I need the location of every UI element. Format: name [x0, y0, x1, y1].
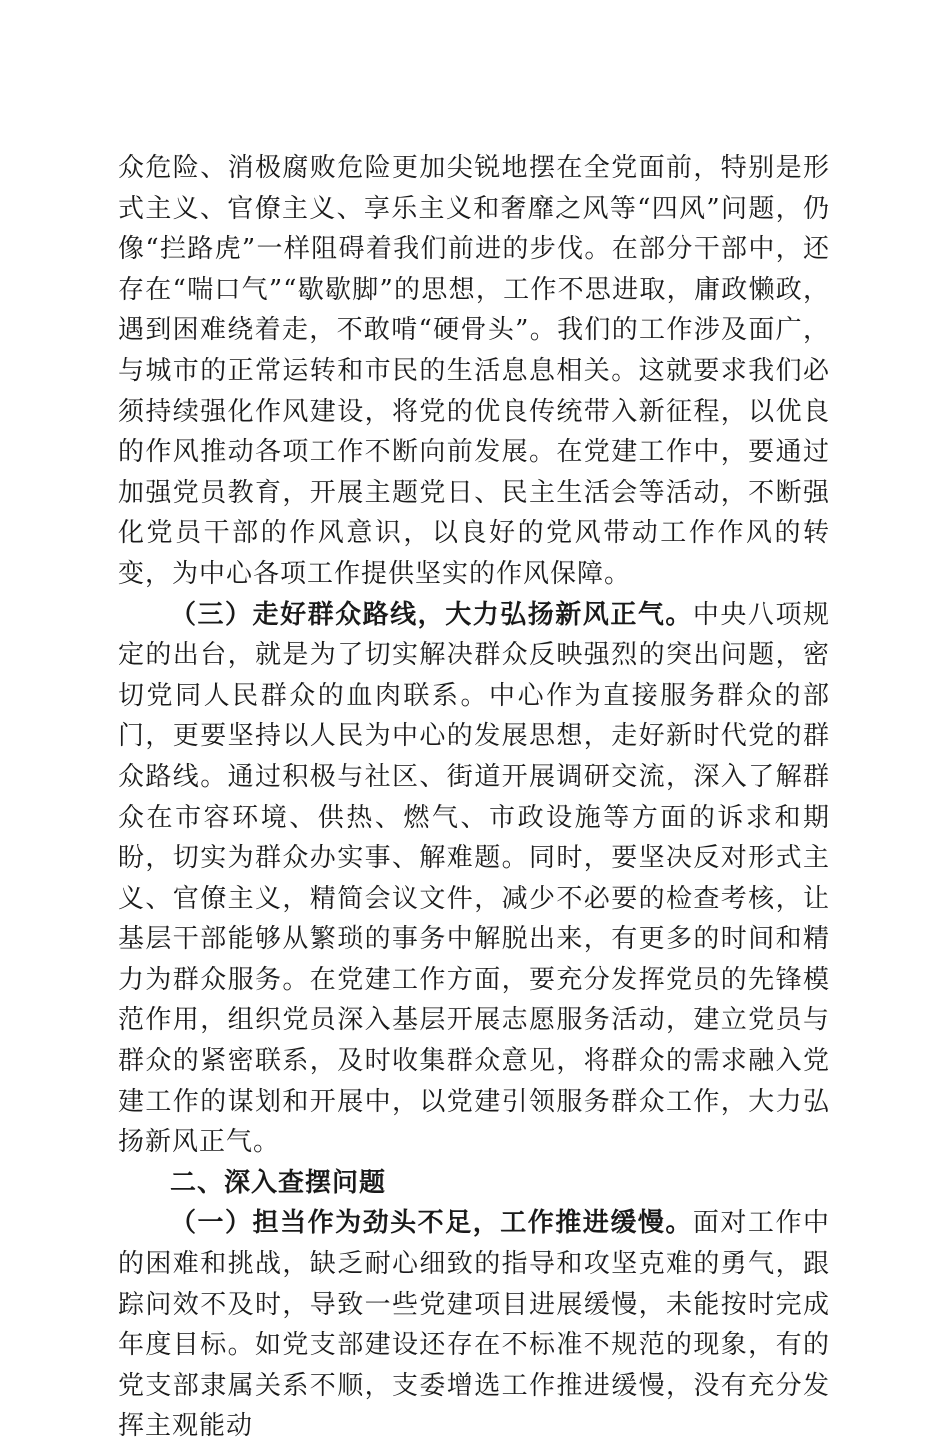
- paragraph-text: 中央八项规定的出台，就是为了切实解决群众反映强烈的突出问题，密切党同人民群众的血肉联系。中心作为直接服务群众的部门，更要坚持以人民为中心的发展思想，走好新时代党的群众路线。通过积极与社区、街道开展调研交流，深入了解群众在市容环境、供热、燃气、市政设施等方面的诉求和期盼，切实为群众办实事、解难题。同时，要坚决反对形式主义、官僚主义，精简会议文件，减少不必要的检查考核，让基层干部能够从繁琐的事务中解脱出来，有更多的时间和精力为群众服务。在党建工作方面，要充分发挥党员的先锋模范作用，组织党员深入基层开展志愿服务活动，建立党员与群众的紧密联系，及时收集群众意见，将群众的需求融入党建工作的谋划和开展中，以党建引领服务群众工作，大力弘扬新风正气。: [118, 599, 830, 1158]
- section-heading: 二、深入查摆问题: [170, 1167, 387, 1198]
- paragraph-lead: （三）走好群众路线，大力弘扬新风正气。: [170, 599, 693, 630]
- paragraph-problem-one: [118, 1203, 830, 1447]
- paragraph-lead: （一）担当作为劲头不足，工作推进缓慢。: [170, 1208, 693, 1239]
- paragraph-text: 面对工作中的困难和挑战，缺乏耐心细致的指导和攻坚克难的勇气，跟踪问效不及时，导致一些党建项目进展缓慢，未能按时完成年度目标。如党支部建设还存在不标准不规范的现象，有的党支部隶属关系不顺，支委增选工作推进缓慢，没有充分发挥主观能动: [118, 1208, 830, 1442]
- document-body: [118, 148, 830, 1447]
- paragraph-text: 众危险、消极腐败危险更加尖锐地摆在全党面前，特别是形式主义、官僚主义、享乐主义和奢靡之风等“四风”问题，仍像“拦路虎”一样阻碍着我们前进的步伐。在部分干部中，还存在“喘口气”“歇歇脚”的思想，工作不思进取，庸政懒政，遇到困难绕着走，不敢啃“硬骨头”。我们的工作涉及面广，与城市的正常运转和市民的生活息息相关。这就要求我们必须持续强化作风建设，将党的优良传统带入新征程，以优良的作风推动各项工作不断向前发展。在党建工作中，要通过加强党员教育，开展主题党日、民主生活会等活动，不断强化党员干部的作风意识，以良好的党风带动工作作风的转变，为中心各项工作提供坚实的作风保障。: [118, 153, 830, 589]
- paragraph-continued: [118, 148, 830, 595]
- paragraph-mass-line: [118, 595, 830, 1163]
